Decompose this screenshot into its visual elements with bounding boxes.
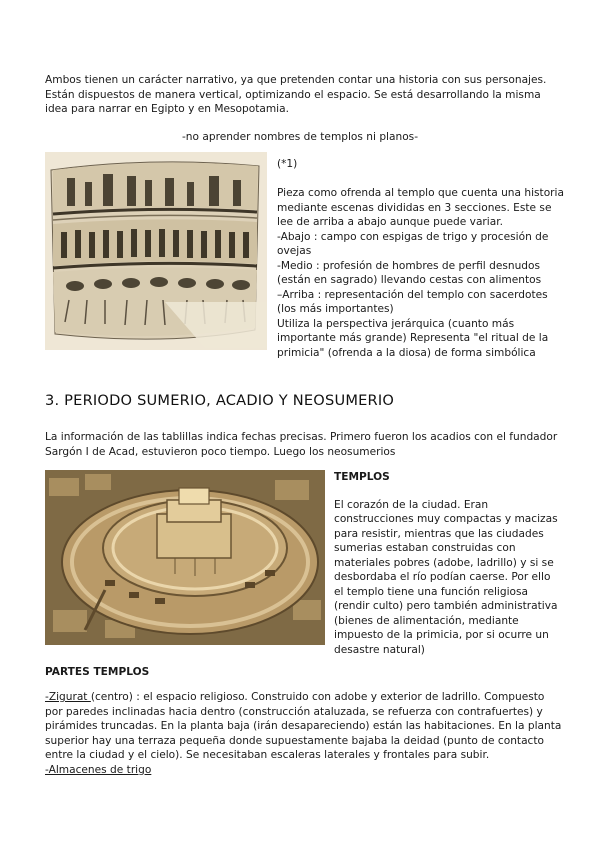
almacenes-term: -Almacenes de trigo	[45, 763, 152, 776]
vase-description	[277, 157, 567, 360]
parts-heading: PARTES TEMPLOS	[45, 666, 150, 678]
temple-reconstruction-image	[45, 470, 325, 645]
zigurat-description: (centro) : el espacio religioso. Construido con adobe y exterior de ladrillo. Compuesto por paredes inclinadas hacia dentro (construcción ataluzada, se refuerza con contrafuertes) y pirámides truncadas. En la planta baja (irán desapareciendo) están las habitaciones. En la planta superior hay una terraza pequeña donde supuestamente bajaba la deidad (punto de contacto entre la ciudad y el cielo). Se necesitaban escaleras laterales y frontales para subir.	[45, 691, 562, 761]
intro-paragraph: Ambos tienen un carácter narrativo, ya que pretenden contar una historia con sus personajes. Están dispuestos de manera vertical, optimizando el espacio. Se está desarrollando la misma idea para narrar en Egipto y en Mesopotamia.	[45, 74, 547, 115]
vase-perspective-note: Utiliza la perspectiva jerárquica (cuanto más importante más grande) Representa "el ritual de la primicia" (ofrenda a la diosa) de forma simbólica	[277, 317, 549, 359]
blank-line	[277, 172, 567, 187]
temples-title: TEMPLOS	[334, 471, 390, 483]
temples-text-block	[334, 470, 560, 657]
vase-relief-image	[45, 152, 267, 350]
study-note: -no aprender nombres de templos ni planos-	[181, 131, 419, 143]
figure-reference: (*1)	[277, 158, 298, 170]
zigurat-paragraph	[45, 690, 565, 777]
vase-section-middle: -Medio : profesión de hombres de perfil desnudos (están en sagrado) llevando cestas con alimentos	[277, 259, 542, 286]
section-heading: 3. PERIODO SUMERIO, ACADIO Y NEOSUMERIO	[45, 392, 395, 409]
temples-description: El corazón de la ciudad. Eran construcciones muy compactas y macizas para resistir, mientras que las ciudades sumerias estaban construidas con materiales pobres (adobe, ladrillo) y si se desbordaba el río podían caerse. Por ello el templo tiene una función religiosa (rendir culto) pero también administrativa (bienes de alimentación, mediante impuesto de la primicia, por si ocurre un desastre natural)	[334, 498, 558, 656]
vase-summary: Pieza como ofrenda al templo que cuenta una historia mediante escenas divididas en 3 secciones. Este se lee de arriba a abajo aunque puede variar.	[277, 187, 564, 228]
zigurat-term: -Zigurat	[45, 691, 91, 703]
vase-section-bottom: -Abajo : campo con espigas de trigo y procesión de ovejas	[277, 230, 549, 257]
vase-section-top: –Arriba : representación del templo con sacerdotes (los más importantes)	[277, 288, 548, 315]
tablets-paragraph: La información de las tablillas indica fechas precisas. Primero fueron los acadios con el fundador Sargón I de Acad, estuvieron poco tiempo. Luego los neosumerios	[45, 431, 558, 458]
